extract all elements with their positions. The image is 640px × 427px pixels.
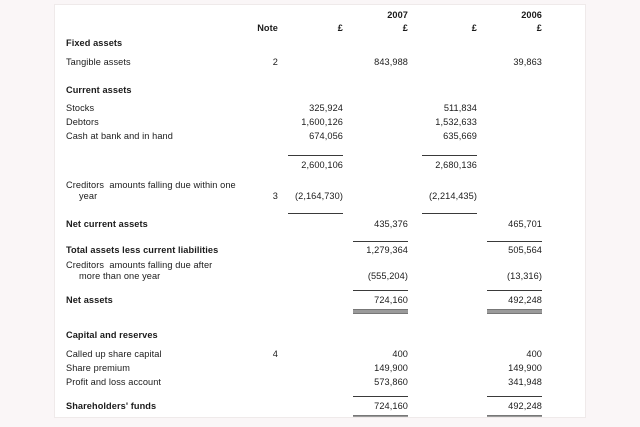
table-row-cash-at-bank <box>55 131 585 145</box>
stocks-2006: 511,834 <box>443 103 477 113</box>
net-current-assets-label: Net current assets <box>66 219 148 229</box>
shareholders-funds-2007: 724,160 <box>374 401 408 411</box>
stocks-2007: 325,924 <box>309 103 343 113</box>
fixed-assets-heading: Fixed assets <box>66 38 123 48</box>
table-row-net-assets <box>55 295 585 309</box>
double-rule-below-shareholders-funds-2006 <box>487 415 542 417</box>
debtors-label: Debtors <box>66 117 99 127</box>
table-row-shareholders-funds <box>55 401 585 415</box>
rule-above-shareholders-funds-2006 <box>487 396 542 397</box>
current-assets-subtotal-2007: 2,600,106 <box>301 160 343 170</box>
header-currency-col1: £ <box>337 23 343 33</box>
rule-above-net-assets-2007 <box>353 290 408 291</box>
document-page <box>55 5 585 417</box>
cash-at-bank-2007: 674,056 <box>309 131 343 141</box>
header-year-2006: 2006 <box>521 10 542 20</box>
section-heading-fixed-assets <box>55 38 585 52</box>
net-assets-2007: 724,160 <box>374 295 408 305</box>
rule-above-total-assets-2007 <box>353 241 408 242</box>
creditors-after-one-year-label-line2: more than one year <box>79 271 161 281</box>
cash-at-bank-2006: 635,669 <box>443 131 477 141</box>
net-current-assets-2006: 465,701 <box>508 219 542 229</box>
section-heading-capital-and-reserves <box>55 330 585 344</box>
debtors-2007: 1,600,126 <box>301 117 343 127</box>
rule-above-shareholders-funds-2007 <box>353 396 408 397</box>
header-currency-col4: £ <box>536 23 542 33</box>
total-assets-less-current-liabilities-label: Total assets less current liabilities <box>66 245 219 255</box>
rule-above-net-current-assets-col3 <box>422 213 477 214</box>
creditors-after-one-year-2007: (555,204) <box>367 271 408 281</box>
capital-and-reserves-heading: Capital and reserves <box>66 330 158 340</box>
creditors-within-one-year-2007: (2,164,730) <box>294 191 343 201</box>
creditors-within-one-year-note: 3 <box>272 191 278 201</box>
tangible-assets-2006: 39,863 <box>513 57 542 67</box>
rule-above-net-assets-2006 <box>487 290 542 291</box>
share-premium-label: Share premium <box>66 363 131 373</box>
called-up-share-capital-label: Called up share capital <box>66 349 162 359</box>
subtotal-rule-current-assets-2007 <box>288 155 343 156</box>
creditors-within-one-year-2006: (2,214,435) <box>428 191 477 201</box>
creditors-within-one-year-label-line2: year <box>79 191 98 201</box>
net-assets-label: Net assets <box>66 295 113 305</box>
called-up-share-capital-2007: 400 <box>392 349 408 359</box>
header-currency-col3: £ <box>471 23 477 33</box>
creditors-after-one-year-2006: (13,316) <box>507 271 542 281</box>
rule-above-net-current-assets-col1 <box>288 213 343 214</box>
table-row-current-assets-subtotal <box>55 160 585 174</box>
header-currency-col2: £ <box>402 23 408 33</box>
share-premium-2007: 149,900 <box>374 363 408 373</box>
shareholders-funds-2006: 492,248 <box>508 401 542 411</box>
tangible-assets-2007: 843,988 <box>374 57 408 67</box>
section-heading-current-assets <box>55 85 585 99</box>
table-row-total-assets-less-current-liabilities <box>55 245 585 259</box>
net-assets-2006: 492,248 <box>508 295 542 305</box>
share-premium-2006: 149,900 <box>508 363 542 373</box>
table-row-stocks <box>55 103 585 117</box>
total-assets-less-current-liabilities-2007: 1,279,364 <box>366 245 408 255</box>
table-row-profit-and-loss-account <box>55 377 585 391</box>
tangible-assets-label: Tangible assets <box>66 57 131 67</box>
shareholders-funds-label: Shareholders' funds <box>66 401 157 411</box>
profit-and-loss-account-label: Profit and loss account <box>66 377 162 387</box>
table-header-year-row <box>55 10 585 24</box>
cash-at-bank-label: Cash at bank and in hand <box>66 131 173 141</box>
current-assets-subtotal-2006: 2,680,136 <box>435 160 477 170</box>
profit-and-loss-account-2006: 341,948 <box>508 377 542 387</box>
called-up-share-capital-note: 4 <box>272 349 278 359</box>
table-row-called-up-share-capital <box>55 349 585 363</box>
stocks-label: Stocks <box>66 103 95 113</box>
double-rule-below-shareholders-funds-2007 <box>353 415 408 417</box>
tangible-assets-note: 2 <box>272 57 278 67</box>
current-assets-heading: Current assets <box>66 85 132 95</box>
table-row-creditors-after-one-year-line2 <box>55 271 585 285</box>
double-rule-below-net-assets-2006 <box>487 309 542 314</box>
header-year-2007: 2007 <box>387 10 408 20</box>
net-current-assets-2007: 435,376 <box>374 219 408 229</box>
debtors-2006: 1,532,633 <box>435 117 477 127</box>
table-row-net-current-assets <box>55 219 585 233</box>
table-row-creditors-within-one-year-line2 <box>55 191 585 205</box>
called-up-share-capital-2006: 400 <box>526 349 542 359</box>
header-note: Note <box>257 23 278 33</box>
total-assets-less-current-liabilities-2006: 505,564 <box>508 245 542 255</box>
double-rule-below-net-assets-2007 <box>353 309 408 314</box>
profit-and-loss-account-2007: 573,860 <box>374 377 408 387</box>
creditors-within-one-year-label-line1: Creditors amounts falling due within one <box>66 180 236 190</box>
table-row-share-premium <box>55 363 585 377</box>
table-row-tangible-assets <box>55 57 585 71</box>
rule-above-total-assets-2006 <box>487 241 542 242</box>
subtotal-rule-current-assets-2006 <box>422 155 477 156</box>
balance-sheet-table <box>55 5 585 417</box>
table-row-debtors <box>55 117 585 131</box>
table-header-currency-row <box>55 23 585 37</box>
creditors-after-one-year-label-line1: Creditors amounts falling due after <box>66 260 213 270</box>
